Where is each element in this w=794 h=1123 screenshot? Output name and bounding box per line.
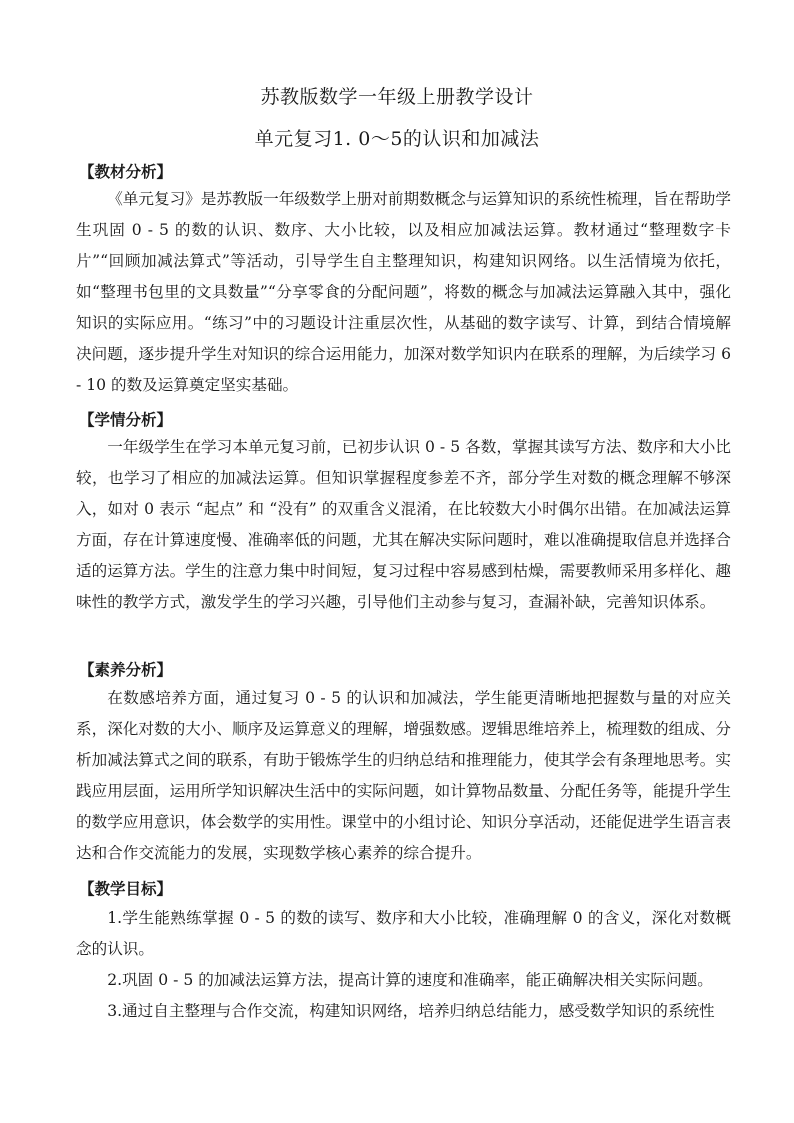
section-heading-textbook-analysis: 【教材分析】 <box>79 163 173 181</box>
teaching-goal-item: 1.学生能熟练掌握 0 - 5 的数的读写、数序和大小比较，准确理解 0 的含义，深化对数概念的认识。 <box>76 909 731 958</box>
section-heading-learner-analysis: 【学情分析】 <box>79 411 173 429</box>
document-subtitle: 单元复习1. 0～5的认识和加减法 <box>254 128 540 150</box>
teaching-goal-item: 2.巩固 0 - 5 的加减法运算方法，提高计算的速度和准确率，能正确解决相关实际问题。 <box>107 971 713 989</box>
teaching-goal-item: 3.通过自主整理与合作交流，构建知识网络，培养归纳总结能力，感受数学知识的系统性 <box>107 1002 715 1020</box>
section-paragraph-textbook-analysis: 《单元复习》是苏教版一年级数学上册对前期数概念与运算知识的系统性梳理，旨在帮助学生巩固 0 - 5 的数的认识、数序、大小比较，以及相应加减法运算。教材通过“整理数字卡片”“回顾加减法算式”等活动，引导学生自主整理知识，构建知识网络。以生活情境为依托，如“整理书包里的文具数量”“分享零食的分配问题”，将数的概念与加减法运算融入其中，强化知识的实际应用。“练习”中的习题设计注重层次性，从基础的数字读写、计算，到结合情境解决问题，逐步提升学生对知识的综合运用能力，加深对数学知识内在联系的理解，为后续学习 6 - 10 的数及运算奠定坚实基础。 <box>76 190 731 394</box>
section-paragraph-literacy-analysis: 在数感培养方面，通过复习 0 - 5 的认识和加减法，学生能更清晰地把握数与量的对应关系，深化对数的大小、顺序及运算意义的理解，增强数感。逻辑思维培养上，梳理数的组成、分析加减法算式之间的联系，有助于锻炼学生的归纳总结和推理能力，使其学会有条理地思考。实践应用层面，运用所学知识解决生活中的实际问题，如计算物品数量、分配任务等，能提升学生的数学应用意识，体会数学的实用性。课堂中的小组讨论、知识分享活动，还能促进学生语言表达和合作交流能力的发展，实现数学核心素养的综合提升。 <box>76 689 731 862</box>
document-title: 苏教版数学一年级上册教学设计 <box>260 86 534 108</box>
section-paragraph-learner-analysis: 一年级学生在学习本单元复习前，已初步认识 0 - 5 各数，掌握其读写方法、数序和大小比较，也学习了相应的加减法运算。但知识掌握程度参差不齐，部分学生对数的概念理解不够深入，如对 0 表示 “起点” 和 “没有” 的双重含义混淆，在比较数大小时偶尔出错。在加减法运算方面，存在计算速度慢、准确率低的问题，尤其在解决实际问题时，难以准确提取信息并选择合适的运算方法。学生的注意力集中时间短，复习过程中容易感到枯燥，需要教师采用多样化、趣味性的教学方式，激发学生的学习兴趣，引导他们主动参与复习，查漏补缺，完善知识体系。 <box>76 438 731 611</box>
section-heading-literacy-analysis: 【素养分析】 <box>79 661 173 679</box>
section-heading-teaching-goals: 【教学目标】 <box>79 880 173 898</box>
